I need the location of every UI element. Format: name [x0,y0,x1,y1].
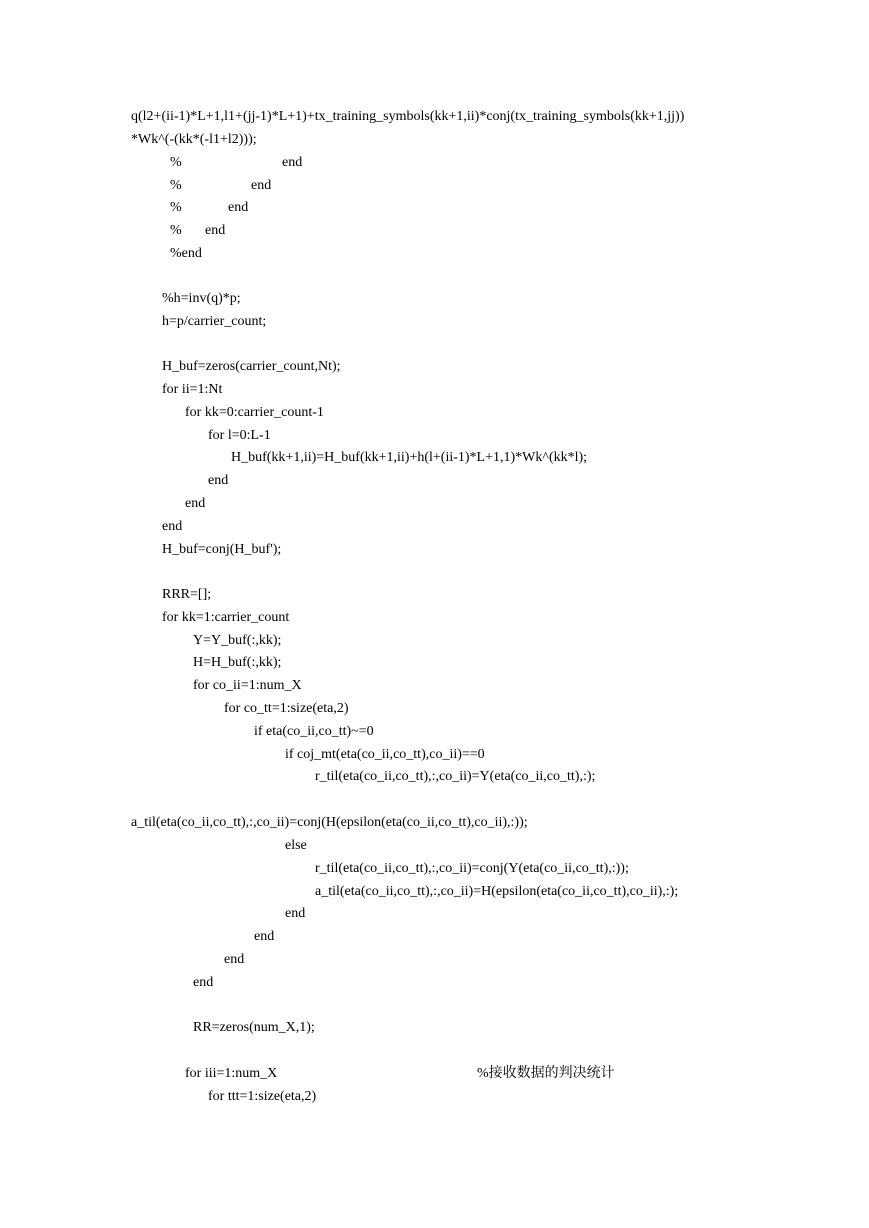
comment-marker: % [170,200,182,215]
code-line: h=p/carrier_count; [162,314,267,329]
comment-marker: % [170,223,182,238]
code-line: end [254,929,275,944]
code-line: for ii=1:Nt [162,382,223,397]
code-line: for kk=1:carrier_count [162,610,290,625]
code-line: end [162,519,183,534]
code-line: %end [170,246,202,261]
code-line: q(l2+(ii-1)*L+1,l1+(jj-1)*L+1)+tx_training_symbols(kk+1,ii)*conj(tx_training_symbols(kk+1,jj)) [131,109,685,124]
code-line: end [208,473,229,488]
code-line: end [251,178,272,193]
code-line: end [185,496,206,511]
code-line: end [282,155,303,170]
code-line: for ttt=1:size(eta,2) [208,1089,317,1104]
comment-marker: % [170,178,182,193]
code-line: H=H_buf(:,kk); [193,655,282,670]
code-line: Y=Y_buf(:,kk); [193,633,282,648]
code-line: for co_ii=1:num_X [193,678,302,693]
code-line: end [228,200,249,215]
code-line: H_buf=conj(H_buf'); [162,542,282,557]
code-line: for l=0:L-1 [208,428,271,443]
inline-comment: %接收数据的判决统计 [477,1066,615,1081]
code-line: end [193,975,214,990]
code-line: H_buf=zeros(carrier_count,Nt); [162,359,341,374]
code-line: RRR=[]; [162,587,212,602]
code-line: end [205,223,226,238]
code-line: for kk=0:carrier_count-1 [185,405,324,420]
code-line: if coj_mt(eta(co_ii,co_tt),co_ii)==0 [285,747,485,762]
comment-marker: % [170,155,182,170]
code-line: H_buf(kk+1,ii)=H_buf(kk+1,ii)+h(l+(ii-1)*L+1,1)*Wk^(kk*l); [231,450,588,465]
code-line: *Wk^(-(kk*(-l1+l2))); [131,132,257,147]
code-line: if eta(co_ii,co_tt)~=0 [254,724,374,739]
code-line: end [285,906,306,921]
code-line: %h=inv(q)*p; [162,291,241,306]
code-line: r_til(eta(co_ii,co_tt),:,co_ii)=conj(Y(eta(co_ii,co_tt),:)); [315,861,629,876]
code-line: for iii=1:num_X [185,1066,278,1081]
code-line: else [285,838,307,853]
code-line: a_til(eta(co_ii,co_tt),:,co_ii)=H(epsilon(eta(co_ii,co_tt),co_ii),:); [315,884,679,899]
code-line: for co_tt=1:size(eta,2) [224,701,349,716]
code-line: end [224,952,245,967]
code-line: a_til(eta(co_ii,co_tt),:,co_ii)=conj(H(epsilon(eta(co_ii,co_tt),co_ii),:)); [131,815,528,830]
code-line: r_til(eta(co_ii,co_tt),:,co_ii)=Y(eta(co_ii,co_tt),:); [315,769,596,784]
code-line: RR=zeros(num_X,1); [193,1020,315,1035]
